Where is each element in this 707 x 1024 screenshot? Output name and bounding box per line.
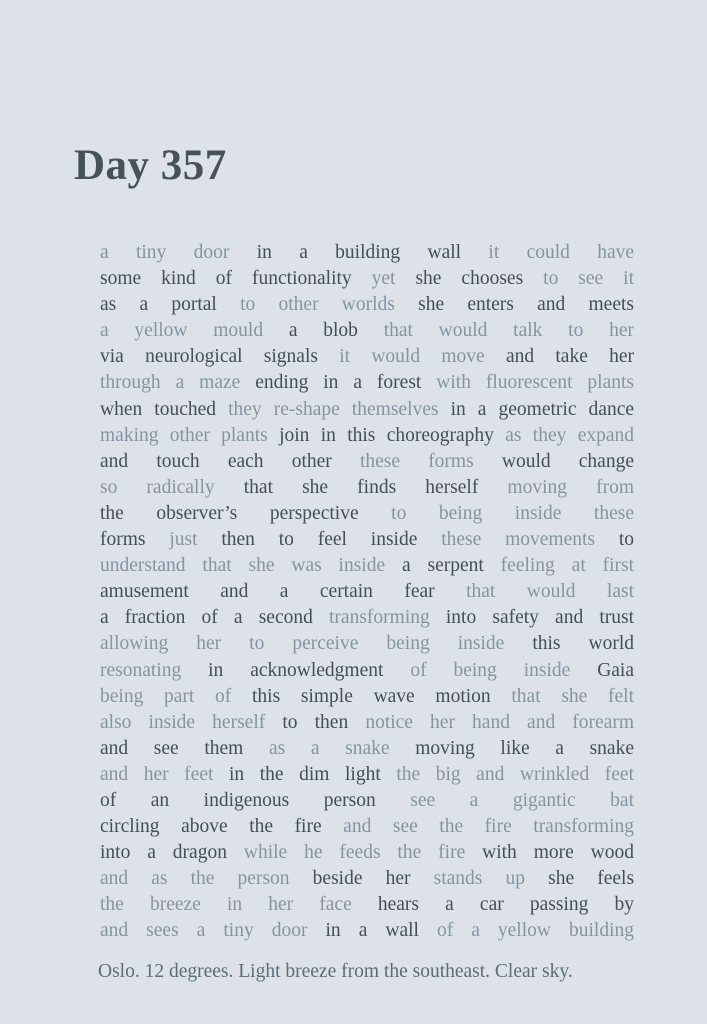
- text-line: [100, 736, 634, 762]
- text-line: [100, 710, 634, 736]
- text-segment: this world: [532, 633, 634, 655]
- text-segment: allowing her to perceive being inside: [100, 633, 505, 655]
- text-segment: in a geometric dance: [450, 398, 634, 420]
- text-segment: as they expand: [505, 424, 634, 446]
- text-segment: when touched: [100, 398, 217, 420]
- text-segment: see a gigantic bat: [410, 789, 634, 811]
- text-segment: with fluorescent plants: [436, 372, 634, 394]
- text-line: [100, 866, 634, 892]
- text-segment: a blob: [288, 320, 358, 342]
- text-segment: the breeze in her face: [100, 894, 352, 916]
- text-segment: a yellow mould: [100, 320, 264, 342]
- text-segment: and touch each other: [100, 450, 332, 472]
- weather-note: Oslo. 12 degrees. Light breeze from the southeast. Clear sky.: [98, 961, 573, 982]
- text-segment: would change: [501, 450, 634, 472]
- text-segment: of being inside: [410, 659, 571, 681]
- text-segment: so radically: [100, 476, 215, 498]
- text-segment: through a maze: [100, 372, 241, 394]
- text-segment: circling above the fire: [100, 816, 322, 838]
- text-segment: and her feet: [100, 763, 214, 785]
- text-line: [100, 423, 634, 449]
- text-segment: yet: [371, 268, 396, 290]
- text-segment: and take her: [505, 346, 634, 368]
- text-segment: into a dragon: [100, 842, 227, 864]
- text-line: [100, 397, 634, 423]
- text-segment: into safety and trust: [445, 607, 634, 629]
- text-segment: then to feel inside: [221, 529, 418, 551]
- text-segment: ending in a forest: [255, 372, 422, 394]
- text-segment: resonating: [100, 659, 182, 681]
- text-line: [100, 605, 634, 631]
- text-line: [100, 579, 634, 605]
- text-segment: to then: [282, 711, 349, 733]
- text-line: [100, 840, 634, 866]
- text-line: [100, 344, 634, 370]
- text-line: [100, 501, 634, 527]
- text-segment: that would talk to her: [383, 320, 634, 342]
- text-line: [100, 370, 634, 396]
- text-segment: notice her hand and forearm: [365, 711, 634, 733]
- text-segment: transforming: [329, 607, 430, 629]
- text-line: [100, 892, 634, 918]
- text-segment: in the dim light: [228, 763, 381, 785]
- text-segment: that she felt: [511, 685, 634, 707]
- text-segment: also inside herself: [100, 711, 266, 733]
- text-segment: amusement and a certain fear: [100, 581, 435, 603]
- text-segment: beside her: [312, 868, 411, 890]
- text-segment: of an indigenous person: [100, 789, 376, 811]
- text-segment: moving like a snake: [415, 737, 634, 759]
- text-line: [100, 449, 634, 475]
- text-segment: to: [618, 529, 634, 551]
- text-line: [100, 240, 634, 266]
- text-line: [100, 553, 634, 579]
- text-segment: some kind of functionality: [100, 268, 352, 290]
- text-segment: being part of: [100, 685, 232, 707]
- text-segment: forms: [100, 529, 146, 551]
- text-segment: just: [169, 529, 198, 551]
- text-segment: understand that she was inside: [100, 555, 386, 577]
- text-segment: to other worlds: [240, 294, 395, 316]
- text-segment: it would move: [339, 346, 485, 368]
- text-line: [100, 527, 634, 553]
- page-title: Day 357: [74, 141, 227, 189]
- text-segment: the observer’s perspective: [100, 502, 359, 524]
- text-segment: as a portal: [100, 294, 217, 316]
- text-line: [100, 762, 634, 788]
- text-segment: Gaia: [597, 659, 634, 681]
- text-segment: and as the person: [100, 868, 290, 890]
- text-segment: of a yellow building: [436, 920, 634, 942]
- text-line: [100, 684, 634, 710]
- text-line: [100, 292, 634, 318]
- text-segment: she feels: [548, 868, 634, 890]
- text-segment: while he feeds the fire: [243, 842, 466, 864]
- text-segment: join in this choreography: [279, 424, 494, 446]
- text-segment: moving from: [507, 476, 634, 498]
- text-segment: a tiny door: [100, 242, 230, 263]
- text-line: [100, 814, 634, 840]
- text-segment: the big and wrinkled feet: [396, 763, 634, 785]
- text-segment: it could have: [488, 242, 634, 263]
- text-segment: to being inside these: [391, 502, 634, 524]
- text-segment: in acknowledgment: [208, 659, 384, 681]
- text-line: [100, 631, 634, 657]
- text-segment: these forms: [359, 450, 474, 472]
- text-segment: and sees a tiny door: [100, 920, 308, 942]
- text-line: [100, 658, 634, 684]
- text-segment: she chooses: [415, 268, 524, 290]
- text-line: [100, 475, 634, 501]
- text-segment: this simple wave motion: [252, 685, 491, 707]
- text-segment: they re-shape themselves: [228, 398, 439, 420]
- text-segment: via neurological signals: [100, 346, 318, 368]
- text-line: [100, 788, 634, 814]
- text-segment: in a building wall: [256, 242, 462, 263]
- text-segment: a serpent: [401, 555, 484, 577]
- text-segment: that she finds herself: [243, 476, 479, 498]
- text-segment: making other plants: [100, 424, 268, 446]
- text-segment: stands up: [433, 868, 525, 890]
- text-line: [100, 318, 634, 344]
- text-line: [100, 266, 634, 292]
- text-segment: these movements: [441, 529, 595, 551]
- text-segment: she enters and meets: [418, 294, 634, 316]
- text-line: [100, 918, 634, 944]
- text-segment: in a wall: [325, 920, 419, 942]
- text-segment: and see the fire transforming: [343, 816, 634, 838]
- text-segment: feeling at first: [500, 555, 634, 577]
- text-segment: with more wood: [482, 842, 634, 864]
- text-segment: that would last: [466, 581, 634, 603]
- text-segment: and see them: [100, 737, 244, 759]
- text-segment: hears a car passing by: [377, 894, 634, 916]
- text-segment: as a snake: [268, 737, 390, 759]
- journal-text: [100, 240, 634, 945]
- text-segment: a fraction of a second: [100, 607, 313, 629]
- text-segment: to see it: [543, 268, 634, 290]
